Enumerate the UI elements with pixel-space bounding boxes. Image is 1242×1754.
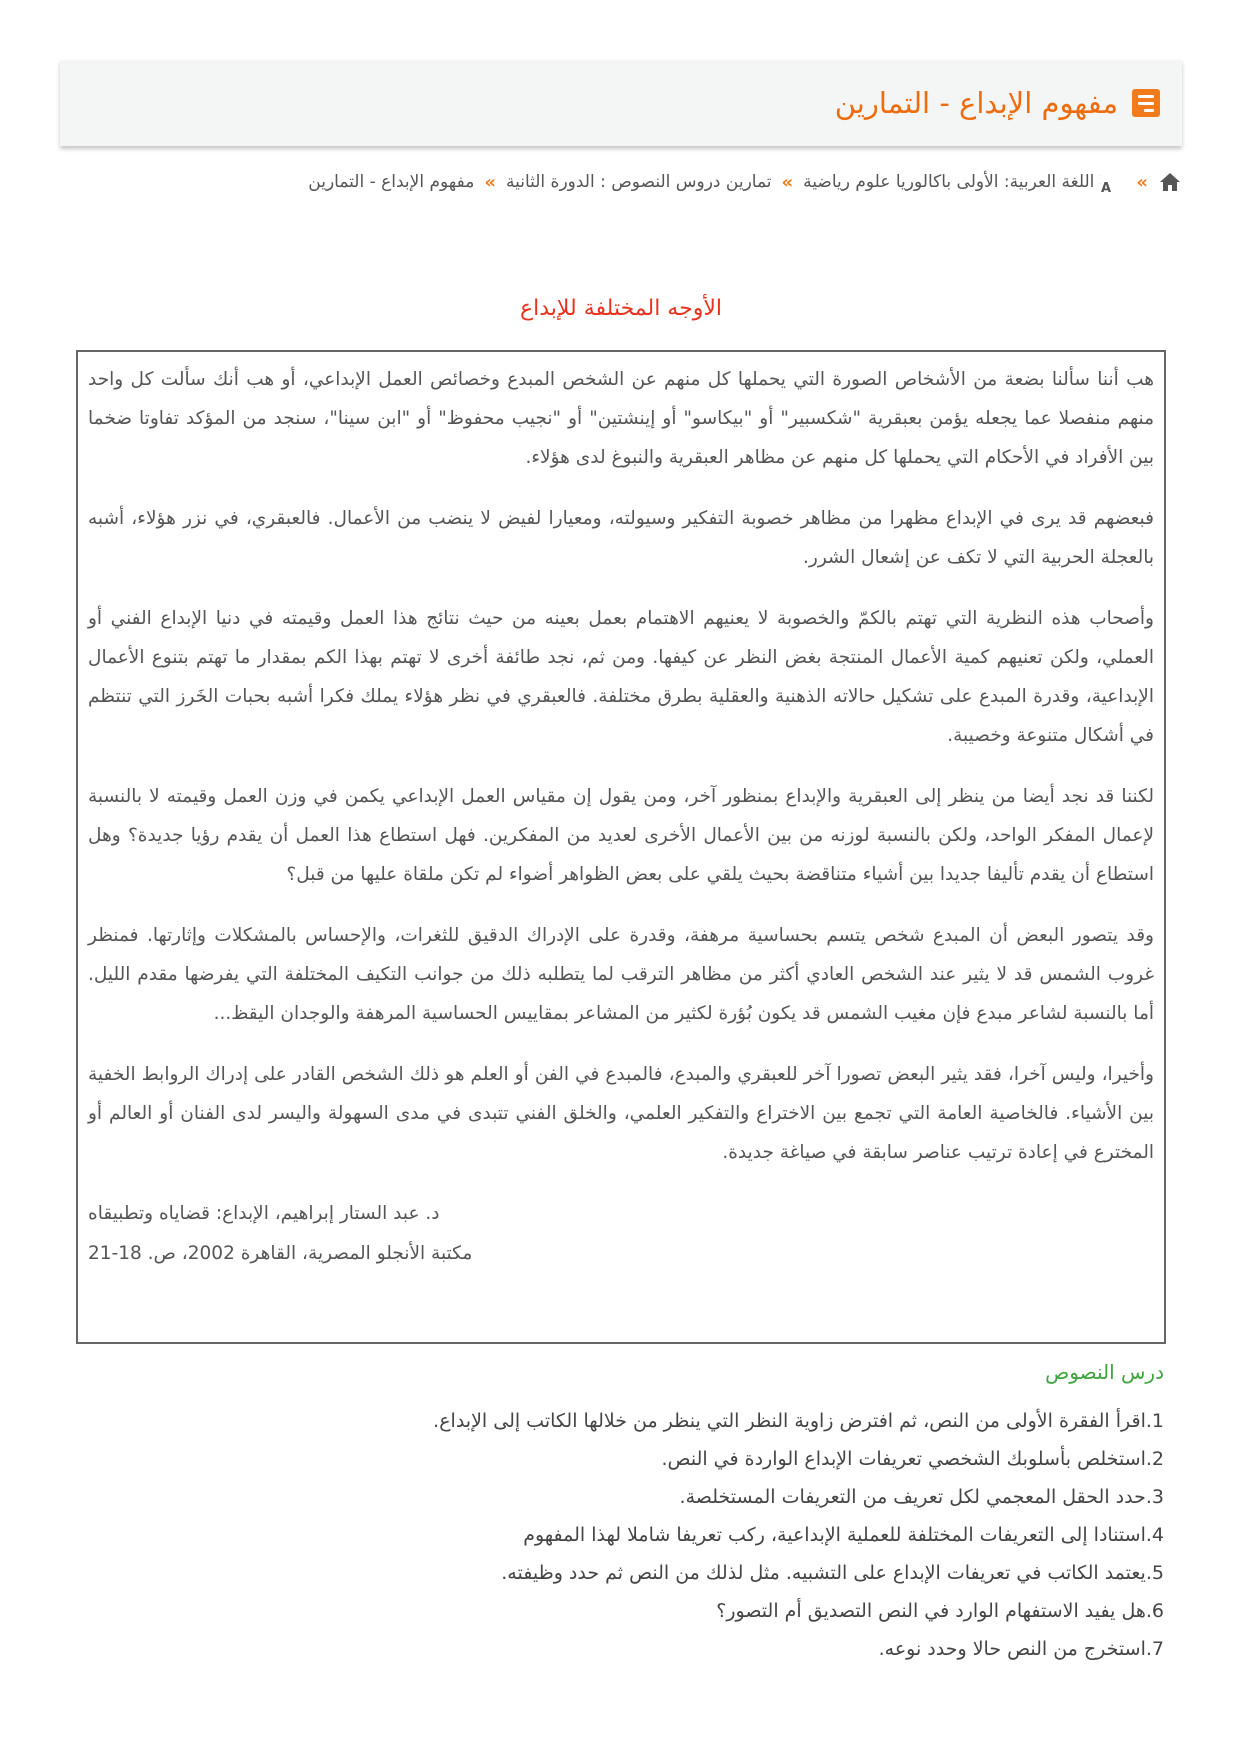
home-icon[interactable] [1158, 171, 1182, 193]
breadcrumb-separator: » [484, 171, 496, 193]
page-title: مفهوم الإبداع - التمارين [834, 86, 1118, 120]
svg-text:A: A [1101, 181, 1112, 194]
question-item: 2.استخلص بأسلوبك الشخصي تعريفات الإبداع الواردة في النص. [661, 1448, 1164, 1470]
source-citation [88, 1194, 1154, 1274]
text-paragraph: وأصحاب هذه النظرية التي تهتم بالكمّ والخصوبة لا يعنيهم الاهتمام بعمل بعينه من حيث نتائج هذا العمل وقيمته في دنيا الإبداع الفني أو العملي، ولكن تعنيهم كمية الأعمال المنتجة بغض النظر عن كيفها. ومن ثم، نجد طائفة أخرى لا تهتم بهذا الكم بمقدار ما تهتم بتنوع الأعمال الإبداعية، وقدرة المبدع على تشكيل حالاته الذهنية والعقلية بطرق مختلفة. فالعبقري في نظر هؤلاء يملك فكرا أشبه بحبات الخَرز التي تنتظم في أشكال متنوعة وخصيبة. [88, 608, 1154, 746]
section-title: الأوجه المختلفة للإبداع [520, 296, 722, 321]
text-paragraph: فبعضهم قد يرى في الإبداع مظهرا من مظاهر خصوبة التفكير وسيولته، ومعيارا لفيض لا ينضب من الأعمال. فالعبقري، في نزر هؤلاء، أشبه بالعجلة الحربية التي لا تكف عن إشعال الشرر. [88, 508, 1154, 568]
text-paragraph: وقد يتصور البعض أن المبدع شخص يتسم بحساسية مرهفة، وقدرة على الإدراك الدقيق للثغرات، والإحساس بالمشكلات وإثارتها. فمنظر غروب الشمس قد لا يثير عند الشخص العادي أكثر من مظاهر الترقب لما يتطلبه ذلك من جوانب التكيف المختلفة التي يفرضها مقدم الليل. أما بالنسبة لشاعر مبدع فإن مغيب الشمس قد يكون بُؤرة لكثير من المشاعر بمقاييس الحساسية المرهفة والوجدان اليقظ... [88, 925, 1154, 1024]
lesson-label: درس النصوص [1045, 1360, 1164, 1384]
reading-text-box [76, 350, 1166, 1344]
page-header [60, 60, 1182, 146]
citation-publisher: مكتبة الأنجلو المصرية، القاهرة 2002، ص. 18-21 [88, 1243, 473, 1264]
citation-author: د. عبد الستار إبراهيم، الإبداع: قضاياه وتطبيقاه [88, 1203, 440, 1224]
text-paragraph: هب أننا سألنا بضعة من الأشخاص الصورة التي يحملها كل منهم عن الشخص المبدع وخصائص العمل الإبداعي، أو هب أنك سألت كل واحد منهم منفصلا عما يجعله يؤمن بعبقرية "شكسبير" أو "بيكاسو" أو إينشتين" أو "نجيب محفوظ" أو "ابن سينا"، سنجد من المؤكد تفاوتا ضخما بين الأفراد في الأحكام التي يحملها كل منهم عن مظاهر العبقرية والنبوغ لدى هؤلاء. [88, 369, 1154, 468]
question-item: 4.استنادا إلى التعريفات المختلفة للعملية الإبداعية، ركب تعريفا شاملا لهذا المفهوم [523, 1524, 1164, 1546]
question-item: 3.حدد الحقل المعجمي لكل تعريف من التعريفات المستخلصة. [679, 1486, 1164, 1508]
question-item: 5.يعتمد الكاتب في تعريفات الإبداع على التشبيه. مثل لذلك من النص ثم حدد وظيفته. [501, 1562, 1164, 1584]
text-paragraph: لكننا قد نجد أيضا من ينظر إلى العبقرية والإبداع بمنظور آخر، ومن يقول إن مقياس العمل الإبداعي يكمن في وزن العمل وقيمته لا بالنسبة لإعمال المفكر الواحد، ولكن بالنسبة لوزنه من بين الأعمال الأخرى لعديد من المفكرين. فهل استطاع هذا العمل أن يقدم رؤيا جديدة؟ وهل استطاع أن يقدم تأليفا جديدا بين أشياء متناقضة بحيث يلقي على بعض الظواهر أضواء لم تكن ملقاة عليها من قبل؟ [88, 786, 1154, 885]
breadcrumb-item-subject[interactable]: اللغة العربية: الأولى باكالوريا علوم رياضية [803, 172, 1095, 192]
breadcrumb-separator: » [781, 171, 794, 193]
question-item: 1.اقرأ الفقرة الأولى من النص، ثم افترض زاوية النظر التي ينظر من خلالها الكاتب إلى الإبداع. [433, 1410, 1164, 1432]
question-item: 7.استخرج من النص حالا وحدد نوعه. [878, 1638, 1164, 1660]
question-item: 6.هل يفيد الاستفهام الوارد في النص التصديق أم التصور؟ [716, 1600, 1164, 1622]
breadcrumb-item-current: مفهوم الإبداع - التمارين [308, 172, 475, 192]
breadcrumb [308, 170, 1182, 194]
translate-icon [1100, 170, 1126, 194]
document-icon [1132, 89, 1160, 117]
breadcrumb-separator: » [1136, 171, 1148, 193]
questions-list [164, 1402, 1164, 1668]
text-paragraph: وأخيرا، وليس آخرا، فقد يثير البعض تصورا آخر للعبقري والمبدع، فالمبدع في الفن أو العلم هو ذلك الشخص القادر على إدراك الروابط الخفية بين الأشياء. فالخاصية العامة التي تجمع بين الاختراع والتفكير العلمي، والخلق الفني تتبدى في مدى السهولة واليسر لدى الفنان أو العالم أو المخترع في إعادة ترتيب عناصر سابقة في صياغة جديدة. [88, 1064, 1154, 1163]
breadcrumb-item-exercises[interactable]: تمارين دروس النصوص : الدورة الثانية [505, 172, 772, 192]
